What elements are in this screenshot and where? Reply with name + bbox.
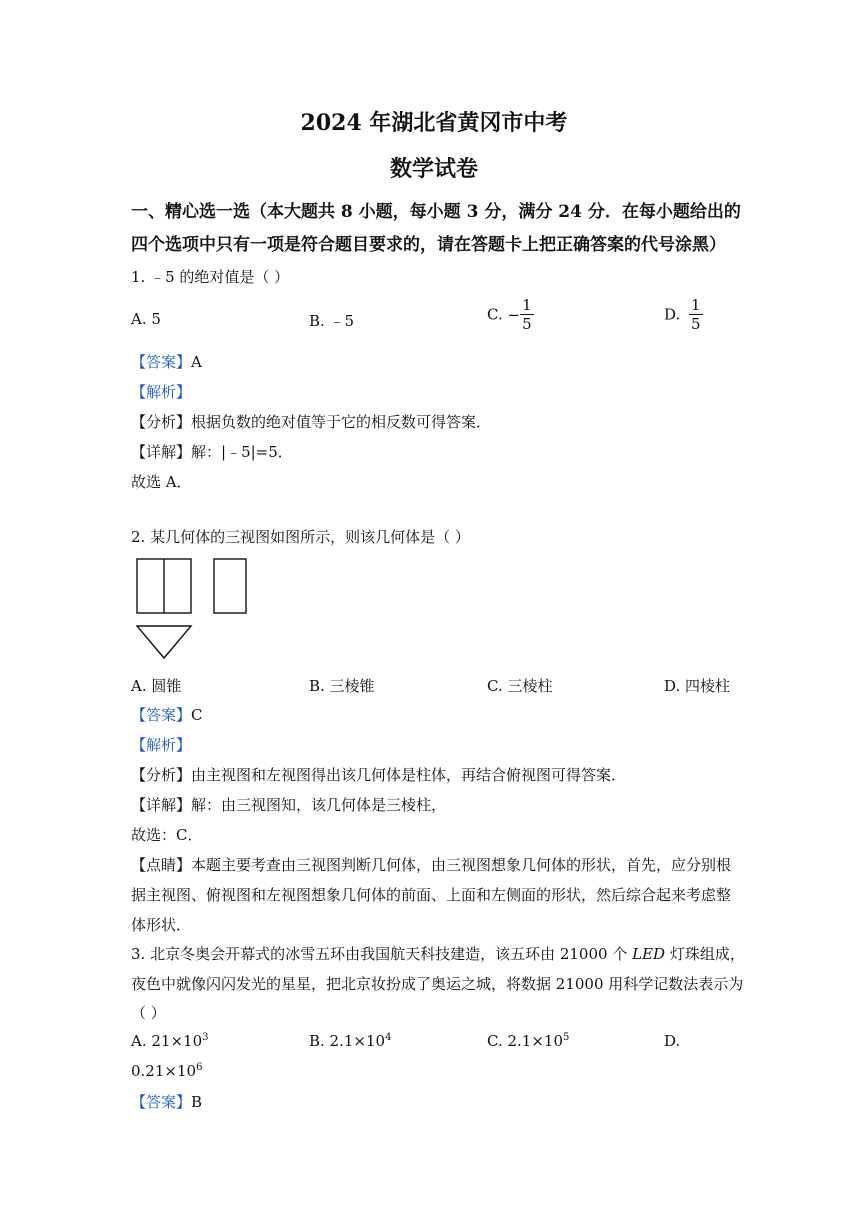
answer-tag: 【答案】 <box>131 353 192 371</box>
q1-detail-text: 解：|﹣5|=5． <box>191 443 293 461</box>
three-view-figure <box>136 558 256 664</box>
q3-answer <box>131 1091 202 1112</box>
page-title: 2024 年湖北省黄冈市中考 <box>300 110 568 136</box>
q2-option-a: A. 圆锥 <box>131 677 182 695</box>
q2-dianjing-line1 <box>131 854 731 875</box>
q3-stem-part-a: 3. 北京冬奥会开幕式的冰雪五环由我国航天科技建造，该五环由 21000 个 <box>131 945 633 963</box>
detail-tag: 【详解】 <box>131 443 192 461</box>
q2-analysis <box>131 734 191 755</box>
answer-tag: 【答案】 <box>131 706 192 724</box>
q1-option-a: A. 5 <box>131 310 161 328</box>
q3-option-c-exp: 5 <box>563 1032 570 1043</box>
q3-stem-part-b: 灯珠组成， <box>665 945 745 963</box>
q2-option-d: D. 四棱柱 <box>664 677 731 695</box>
q1-answer-value: A <box>191 353 202 371</box>
fenxi-tag: 【分析】 <box>131 413 192 431</box>
q1-option-c <box>487 296 534 333</box>
fenxi-tag: 【分析】 <box>131 766 192 784</box>
section-heading-line1: 一、精心选一选（本大题共 8 小题，每小题 3 分，满分 24 分．在每小题给出的 <box>131 202 741 222</box>
q1-analysis <box>131 381 191 402</box>
q3-option-a-exp: 3 <box>202 1032 209 1043</box>
q3-stem-line3: （ ） <box>131 1004 166 1022</box>
q3-option-d-base: 0.21×10 <box>131 1062 197 1080</box>
q3-option-c <box>487 1032 569 1050</box>
q1-option-c-sign: − <box>507 305 521 324</box>
q2-detail-text: 解：由三视图知，该几何体是三棱柱， <box>191 796 447 814</box>
answer-tag: 【答案】 <box>131 1093 192 1111</box>
q3-option-d <box>131 1062 202 1080</box>
top-view <box>137 626 191 658</box>
q3-option-b <box>309 1032 391 1050</box>
page-subtitle: 数学试卷 <box>389 156 478 182</box>
q2-answer-value: C <box>191 706 203 724</box>
q3-stem-line1 <box>131 943 745 964</box>
q1-option-d <box>664 296 703 333</box>
q1-detail <box>131 441 293 462</box>
q1-fenxi <box>131 411 491 432</box>
q3-stem-line2: 夜色中就像闪闪发光的星星，把北京妆扮成了奥运之城，将数据 21000 用科学记数法表示为 <box>131 975 744 993</box>
q1-fenxi-text: 根据负数的绝对值等于它的相反数可得答案． <box>191 413 492 431</box>
q2-answer <box>131 704 203 725</box>
side-view <box>214 559 246 613</box>
q1-answer <box>131 351 202 372</box>
q3-answer-value: B <box>191 1093 203 1111</box>
q2-option-c: C. 三棱柱 <box>487 677 553 695</box>
q3-option-d-exp: 6 <box>196 1062 203 1073</box>
q1-option-c-denominator: 5 <box>522 315 532 333</box>
dianjing-tag: 【点睛】 <box>131 856 192 874</box>
q1-option-c-fraction <box>520 296 534 333</box>
detail-tag: 【详解】 <box>131 796 192 814</box>
q1-option-c-numerator: 1 <box>522 296 532 314</box>
q1-option-b: B. ﹣5 <box>309 312 355 330</box>
q2-dianjing-text1: 本题主要考查由三视图判断几何体，由三视图想象几何体的形状，首先，应分别根 <box>191 856 732 874</box>
q1-stem: 1. ﹣5 的绝对值是（ ） <box>131 268 290 286</box>
q2-stem: 2. 某几何体的三视图如图所示，则该几何体是（ ） <box>131 528 470 546</box>
q3-option-a <box>131 1032 209 1050</box>
q3-option-d-label: D. <box>664 1032 681 1050</box>
analysis-tag: 【解析】 <box>131 383 192 401</box>
q3-option-b-base: B. 2.1×10 <box>309 1032 386 1050</box>
q2-dianjing-line3: 体形状． <box>131 916 192 934</box>
q1-conclusion: 故选 A． <box>131 473 192 491</box>
analysis-tag: 【解析】 <box>131 736 192 754</box>
front-view <box>137 559 191 613</box>
q1-option-d-fraction <box>689 296 703 333</box>
q2-fenxi-text: 由主视图和左视图得出该几何体是柱体，再结合俯视图可得答案． <box>191 766 627 784</box>
q2-fenxi <box>131 764 626 785</box>
q2-option-b: B. 三棱锥 <box>309 677 375 695</box>
q2-conclusion: 故选：C． <box>131 826 203 844</box>
q3-option-b-exp: 4 <box>385 1032 392 1043</box>
q1-option-d-numerator: 1 <box>691 296 701 314</box>
q1-option-d-label: D. <box>664 305 681 324</box>
q3-stem-led: LED <box>632 945 666 963</box>
q1-option-d-denominator: 5 <box>691 315 701 333</box>
q2-dianjing-line2: 据主视图、俯视图和左视图想象几何体的前面、上面和左侧面的形状，然后综合起来考虑整 <box>131 886 732 904</box>
q3-option-a-base: A. 21×10 <box>131 1032 203 1050</box>
section-heading-line2: 四个选项中只有一项是符合题目要求的，请在答题卡上把正确答案的代号涂黑） <box>131 235 726 255</box>
q1-option-c-label: C. <box>487 305 503 324</box>
q2-detail <box>131 794 446 815</box>
q3-option-c-base: C. 2.1×10 <box>487 1032 563 1050</box>
